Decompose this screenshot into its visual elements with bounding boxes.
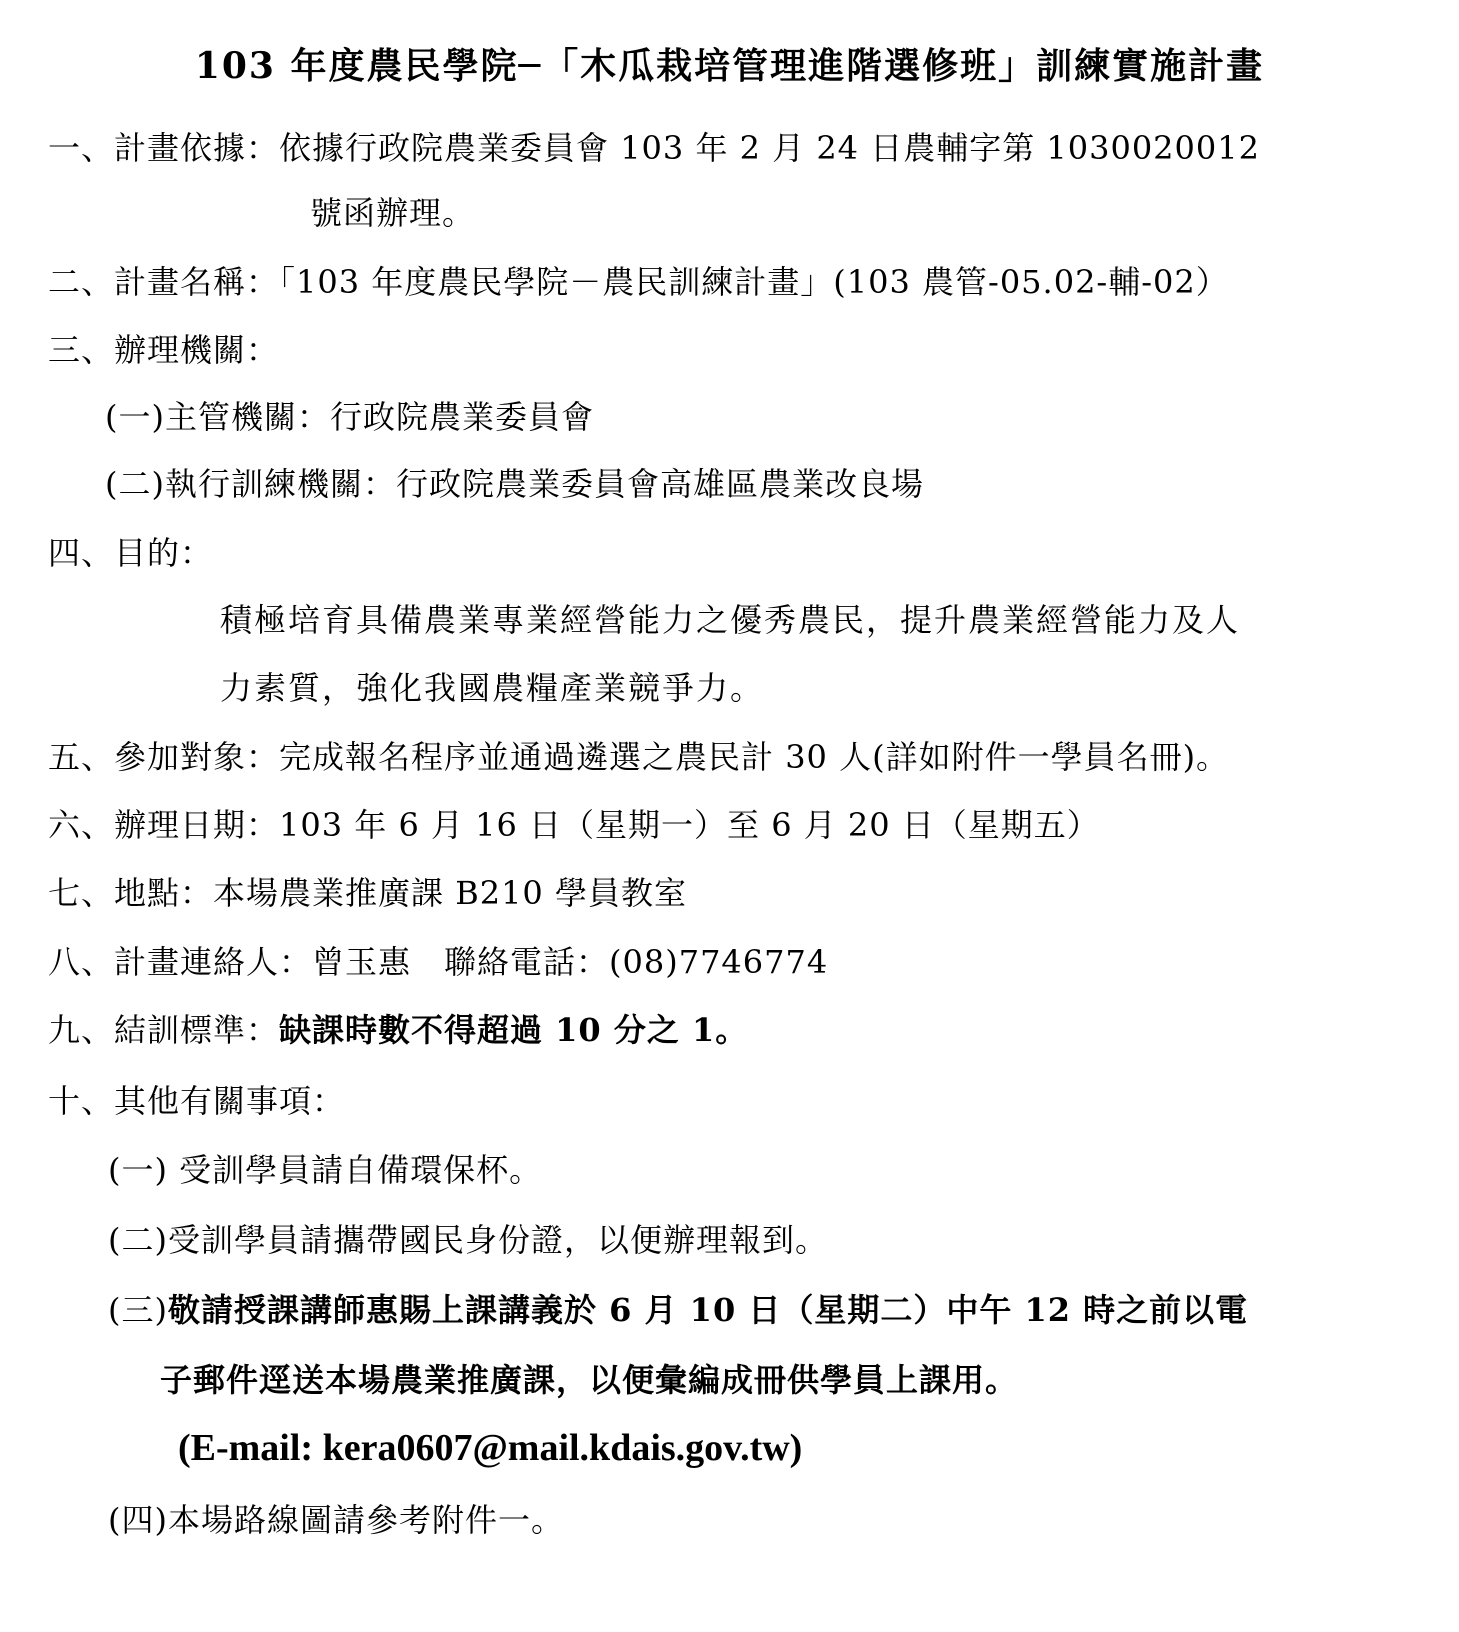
section-9-text: 缺課時數不得超過 10 分之 1。	[279, 1011, 749, 1049]
section-3-label: 三、辦理機關：	[48, 331, 280, 369]
section-2-text: 「103 年度農民學院－農民訓練計畫」(103 農管-05.02-輔-02）	[279, 263, 1229, 301]
section-8-label: 八、計畫連絡人：	[48, 943, 313, 981]
section-3-item-1: (一)主管機關：行政院農業委員會	[105, 398, 594, 436]
section-6	[48, 805, 1100, 845]
section-8-text: 曾玉惠 聯絡電話：(08)7746774	[312, 943, 829, 981]
section-10-label: 十、其他有關事項：	[48, 1082, 346, 1120]
section-3-item-2: (二)執行訓練機關：行政院農業委員會高雄區農業改良場	[105, 465, 924, 503]
section-1	[48, 128, 1260, 168]
section-10-item-2: (二)受訓學員請攜帶國民身份證，以便辦理報到。	[108, 1221, 828, 1259]
section-1-label: 一、計畫依據：	[48, 129, 280, 167]
section-10-item-3-line2: 子郵件逕送本場農業推廣課，以便彙編成冊供學員上課用。	[160, 1361, 1019, 1399]
section-4-label: 四、目的：	[48, 534, 214, 572]
section-4-text-line2: 力素質，強化我國農糧產業競爭力。	[220, 669, 765, 707]
section-10-item-3-prefix: (三)	[108, 1291, 168, 1329]
section-9-label: 九、結訓標準：	[48, 1011, 280, 1049]
section-5-label: 五、參加對象：	[48, 738, 280, 776]
section-10-item-3-line1: 敬請授課講師惠賜上課講義於 6 月 10 日（星期二）中午 12 時之前以電	[167, 1291, 1249, 1329]
section-2	[48, 262, 1229, 302]
section-10-item-3-email: (E-mail: kera0607@mail.kdais.gov.tw)	[178, 1427, 803, 1469]
section-10-item-3	[108, 1290, 1248, 1330]
section-1-text-line2: 號函辦理。	[310, 194, 476, 232]
section-6-label: 六、辦理日期：	[48, 806, 280, 844]
section-7	[48, 873, 687, 913]
section-7-label: 七、地點：	[48, 874, 214, 912]
section-6-text: 103 年 6 月 16 日（星期一）至 6 月 20 日（星期五）	[279, 806, 1100, 844]
section-5-text: 完成報名程序並通過遴選之農民計 30 人(詳如附件一學員名冊)。	[279, 738, 1230, 776]
section-10-item-4: (四)本場路線圖請參考附件一。	[108, 1501, 564, 1539]
section-8	[48, 942, 828, 982]
section-9	[48, 1010, 748, 1050]
section-1-text-line1: 依據行政院農業委員會 103 年 2 月 24 日農輔字第 1030020012	[279, 129, 1260, 167]
document-title: 103 年度農民學院─「木瓜栽培管理進階選修班」訓練實施計畫	[194, 45, 1265, 87]
section-7-text: 本場農業推廣課 B210 學員教室	[213, 874, 687, 912]
section-4-text-line1: 積極培育具備農業專業經營能力之優秀農民，提升農業經營能力及人	[220, 601, 1241, 639]
section-10-item-1: (一) 受訓學員請自備環保杯。	[108, 1151, 543, 1189]
section-5	[48, 737, 1229, 777]
section-2-label: 二、計畫名稱：	[48, 263, 280, 301]
